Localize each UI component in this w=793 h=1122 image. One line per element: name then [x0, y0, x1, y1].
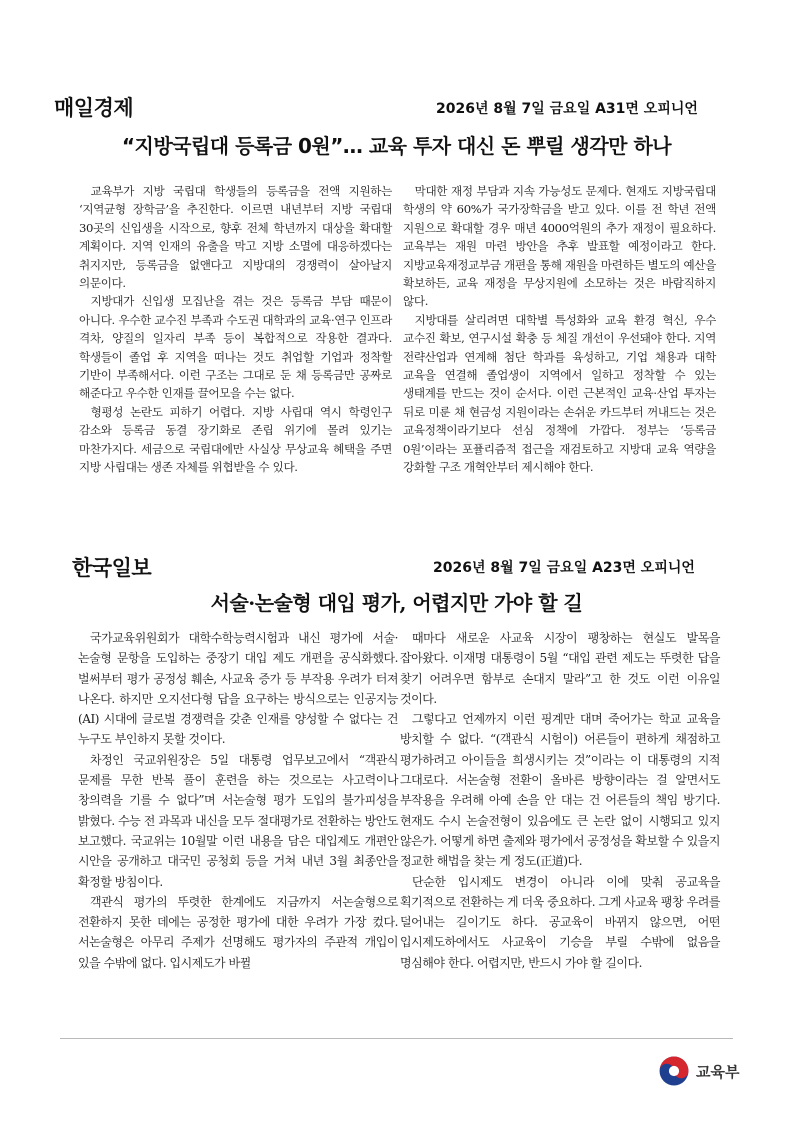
article-dateline: 2026년 8월 7일 금요일 A31면 오피니언: [436, 101, 698, 117]
footer-logo: [657, 1054, 739, 1088]
article-dateline: 2026년 8월 7일 금요일 A23면 오피니언: [433, 560, 695, 576]
article-headline: “지방국립대 등록금 0원”… 교육 투자 대신 돈 뿌릴 생각만 하나: [121, 134, 672, 158]
article-paragraph: 막대한 재정 부담과 지속 가능성도 문제다. 현재도 지방국립대 학생의 약 60%가 국가장학금을 받고 있다. 이를 전 학년 전액 지원으로 확대할 경우 매년 4000억원의 추가 재정이 필요하다. 교육부는 재원 마련 방안을 추후 발표할 예정이라고 한다. 지방교육재정교부금 개편을 통해 재원을 마련하든 별도의 예산을 확보하든, 교육 재정을 무상지원에 소모하는 것은 바람직하지 않다.: [403, 184, 716, 309]
article-paragraph: 그렇다고 언제까지 이런 핑계만 대며 죽어가는 학교 교육을 방치할 수 없다. “(객관식 시험이) 어른들이 편하게 채점하고 평가하려고 아이들을 희생시키는 것”이라는 이 대통령의 지적 그대로다. 서논술형 전환이 올바른 방향이라는 걸 알면서도 부작용을 우려해 아예 손을 안 대는 건 어른들의 책임 방기다. 현재도 수시 논술전형이 있음에도 큰 논란 없이 시행되고 있지 않은가. 어떻게 하면 출제와 평가에서 공정성을 확보할 수 있을지 정교한 해법을 찾는 게 정도(正道)다.: [400, 712, 720, 869]
article-paragraph: 국가교육위원회가 대학수학능력시험과 내신 평가에 서술·논술형 문항을 도입하는 중장기 대입 제도 개편을 공식화했다. 벌써부터 평가 공정성 훼손, 사교육 증가 등 부작용 우려가 터져 나온다. 하지만 오지선다형 답을 요구하는 방식으로는 인공지능(AI) 시대에 글로벌 경쟁력을 갖춘 인재를 양성할 수 없다는 건 누구도 부인하지 못할 것이다.: [78, 631, 398, 747]
publication-name: 한국일보: [72, 556, 152, 580]
article-paragraph: 차정인 국교위원장은 5일 대통령 업무보고에서 “객관식 문제를 무한 반복 풀이 훈련을 하는 것으로는 사고력이나 창의력을 기를 수 없다”며 서논술형 평가 도입의 불가피성을 밝혔다. 수능 전 과목과 내신을 모두 절대평가로 전환하는 방안도 보고했다. 국교위는 10월말 이런 내용을 담은 대입제도 개편안 시안을 공개하고 대국민 공청회 등을 거쳐 내년 3월 최종안을 확정할 방침이다.: [78, 752, 398, 889]
article-paragraph: 교육부가 지방 국립대 학생들의 등록금을 전액 지원하는 ‘지역균형 장학금’을 추진한다. 이르면 내년부터 지방 국립대 30곳의 신입생을 시작으로, 향후 전체 학년까지 대상을 확대할 계획이다. 지역 인재의 유출을 막고 지방 소멸에 대응하겠다는 취지지만, 등록금을 없앤다고 지방대의 경쟁력이 살아날지 의문이다.: [79, 184, 392, 291]
org-name: 교육부: [696, 1062, 740, 1081]
article-headline: 서술·논술형 대입 평가, 어렵지만 가야 할 길: [210, 591, 583, 615]
article-body-left: [79, 182, 392, 477]
article-paragraph: 지방대를 살리려면 대학별 특성화와 교육 환경 혁신, 우수 교수진 확보, 연구시설 확충 등 체질 개선이 우선돼야 한다. 지역 전략산업과 연계해 첨단 학과를 육성하고, 기업 채용과 대학 교육을 연결해 졸업생이 지역에서 일하고 정착할 수 있는 생태계를 만드는 것이 순서다. 이런 근본적인 교육·산업 투자는 뒤로 미룬 채 현금성 지원이라는 손쉬운 카드부터 꺼내드는 것은 교육정책이라기보다 선심 정책에 가깝다. 정부는 ‘등록금 0원’이라는 포퓰리즘적 접근을 재검토하고 지방대 교육 역량을 강화할 구조 개혁안부터 제시해야 한다.: [403, 312, 716, 475]
article-paragraph: 때마다 새로운 사교육 시장이 팽창하는 현실도 발목을 잡아왔다. 이재명 대통령이 5월 “대입 관련 제도는 뚜렷한 답을 찾기 어려우면 함부로 손대지 말라”고 한 것도 이런 이유일 것이다.: [400, 631, 720, 706]
article-body-right: [403, 182, 716, 477]
footer-divider: [60, 1038, 733, 1039]
article-body-right: [400, 628, 720, 973]
publication-name: 매일경제: [54, 96, 134, 120]
taegeuk-emblem-icon: [657, 1054, 691, 1088]
article-paragraph: 형평성 논란도 피하기 어렵다. 지방 사립대 역시 학령인구 감소와 등록금 동결 장기화로 존립 위기에 몰려 있기는 마찬가지다. 세금으로 국립대에만 사실상 무상교육 혜택을 주면 지방 사립대는 생존 자체를 위협받을 수 있다.: [79, 404, 392, 475]
article-paragraph: 지방대가 신입생 모집난을 겪는 것은 등록금 부담 때문이 아니다. 우수한 교수진 부족과 수도권 대학과의 교육·연구 인프라 격차, 양질의 일자리 부족 등이 복합적으로 작용한 결과다. 학생들이 졸업 후 지역을 떠나는 것도 취업할 기업과 정착할 기반이 부족해서다. 이런 구조는 그대로 둔 채 등록금만 공짜로 해준다고 우수한 인재를 끌어모을 수는 없다.: [79, 294, 392, 401]
article-paragraph: 객관식 평가의 뚜렷한 한계에도 지금까지 서논술형으로 전환하지 못한 데에는 공정한 평가에 대한 우려가 가장 컸다. 서논술형은 아무리 주제가 선명해도 평가자의 주관적 개입이 있을 수밖에 없다. 입시제도가 바뀔: [78, 894, 398, 970]
article-body-left: [78, 628, 398, 973]
article-paragraph: 단순한 입시제도 변경이 아니라 이에 맞춰 공교육을 획기적으로 전환하는 게 더욱 중요하다. 그게 사교육 팽창 우려를 덜어내는 길이기도 하다. 공교육이 바뀌지 않으면, 어떤 입시제도하에서도 사교육이 기승을 부릴 수밖에 없음을 명심해야 한다. 어렵지만, 반드시 가야 할 길이다.: [400, 874, 720, 970]
